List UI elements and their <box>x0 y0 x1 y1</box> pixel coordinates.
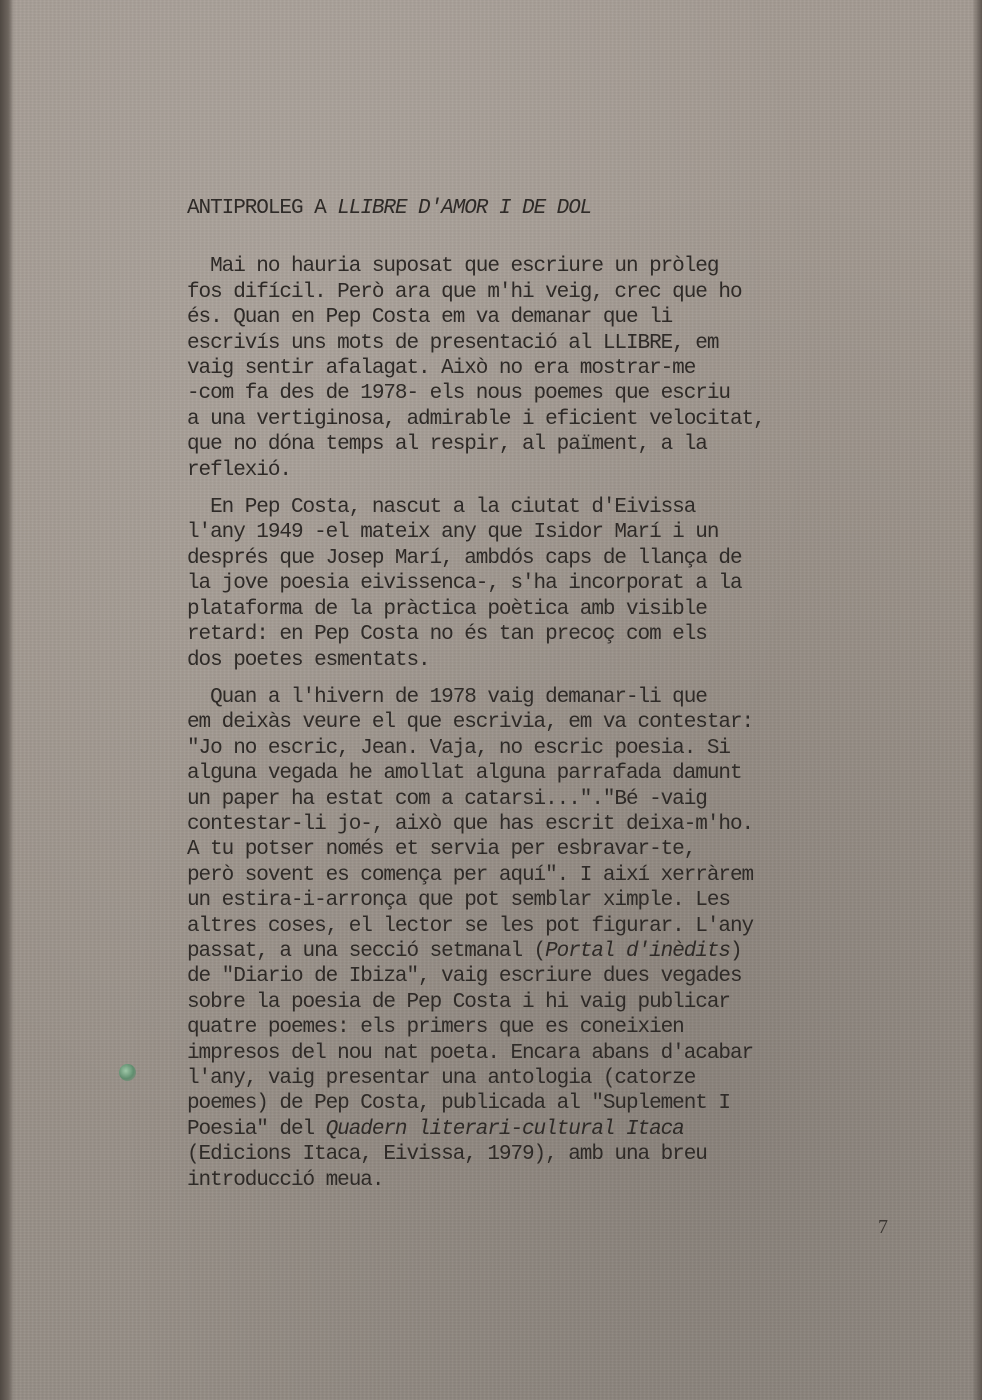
paper-speck <box>119 1064 136 1081</box>
text-line: alguna vegada he amollat alguna parrafada damunt <box>187 762 742 786</box>
typed-text-block <box>187 196 827 1205</box>
text-line: vaig sentir afalagat. Això no era mostrar-me <box>187 357 696 381</box>
text-line: és. Quan en Pep Costa em va demanar que li <box>187 306 673 330</box>
text-line: reflexió. <box>187 458 291 482</box>
text-line: de "Diario de Ibiza", vaig escriure dues vegades <box>187 965 742 989</box>
title-prefix: ANTIPROLEG A <box>187 197 338 220</box>
text-line: després que Josep Marí, ambdós caps de llança de <box>187 546 742 570</box>
text-line: un paper ha estat com a catarsi..."."Bé -vaig <box>187 787 707 811</box>
text-line: Quan a l'hivern de 1978 vaig demanar-li que <box>187 685 707 709</box>
text-line: em deixàs veure el que escrivia, em va contestar: <box>187 711 754 735</box>
text-segment: Poesia" del <box>187 1117 326 1141</box>
text-line: introducció meua. <box>187 1168 384 1192</box>
text-line: l'any 1949 -el mateix any que Isidor Marí i un <box>187 521 719 545</box>
text-line: la jove poesia eivissenca-, s'ha incorporat a la <box>187 572 742 596</box>
text-line: "Jo no escric, Jean. Vaja, no escric poesia. Si <box>187 736 730 760</box>
text-line: però sovent es comença per aquí". I així xerràrem <box>187 863 754 887</box>
text-line: l'any, vaig presentar una antologia (catorze <box>187 1067 696 1090</box>
text-line: fos difícil. Però ara que m'hi veig, crec que ho <box>187 280 742 304</box>
italic-publication-name: Quadern literari-cultural Itaca <box>325 1117 684 1141</box>
text-line-with-italic <box>187 1117 827 1142</box>
text-segment: ) <box>729 939 742 963</box>
text-line: escrivís uns mots de presentació al LLIBRE, em <box>187 331 719 355</box>
text-line: impresos del nou nat poeta. Encara abans d'acabar <box>187 1041 754 1065</box>
text-line: (Edicions Itaca, Eivissa, 1979), amb una breu <box>187 1143 707 1167</box>
text-line: quatre poemes: els primers que es coneixien <box>187 1016 684 1040</box>
page-number: 7 <box>878 1216 888 1238</box>
text-line: plataforma de la pràctica poètica amb visible <box>187 597 707 621</box>
text-segment: passat, a una secció setmanal ( <box>187 939 546 963</box>
text-line: -com fa des de 1978- els nous poemes que escriu <box>187 382 730 406</box>
text-line: un estira-i-arronça que pot semblar ximple. Les <box>187 889 730 913</box>
document-title <box>187 196 827 221</box>
text-line: contestar-li jo-, això que has escrit deixa-m'ho. <box>187 812 754 836</box>
text-line: altres coses, el lector se les pot figurar. L'any <box>187 914 754 938</box>
text-line: a una vertiginosa, admirable i eficient velocitat, <box>187 407 765 431</box>
page-right-edge-shadow <box>972 0 982 1400</box>
text-line-with-italic <box>187 939 827 964</box>
text-line: dos poetes esmentats. <box>187 648 430 672</box>
paragraph-3 <box>187 685 827 1193</box>
text-line: sobre la poesia de Pep Costa i hi vaig publicar <box>187 990 730 1014</box>
paragraph-2 <box>187 495 827 673</box>
text-line: retard: en Pep Costa no és tan precoç com els <box>187 623 707 647</box>
text-line: Mai no hauria suposat que escriure un pròleg <box>187 255 719 279</box>
paragraph-1 <box>187 254 827 483</box>
title-book-name: LLIBRE D'AMOR I DE DOL <box>337 197 592 220</box>
text-line: poemes) de Pep Costa, publicada al "Suplement I <box>187 1092 730 1116</box>
italic-section-name: Portal d'inèdits <box>545 939 730 963</box>
text-line: A tu potser només et servia per esbravar-te, <box>187 838 696 862</box>
text-line: En Pep Costa, nascut a la ciutat d'Eivissa <box>187 496 696 520</box>
text-line: que no dóna temps al respir, al païment, a la <box>187 433 707 457</box>
page-left-edge-shadow <box>0 0 14 1400</box>
